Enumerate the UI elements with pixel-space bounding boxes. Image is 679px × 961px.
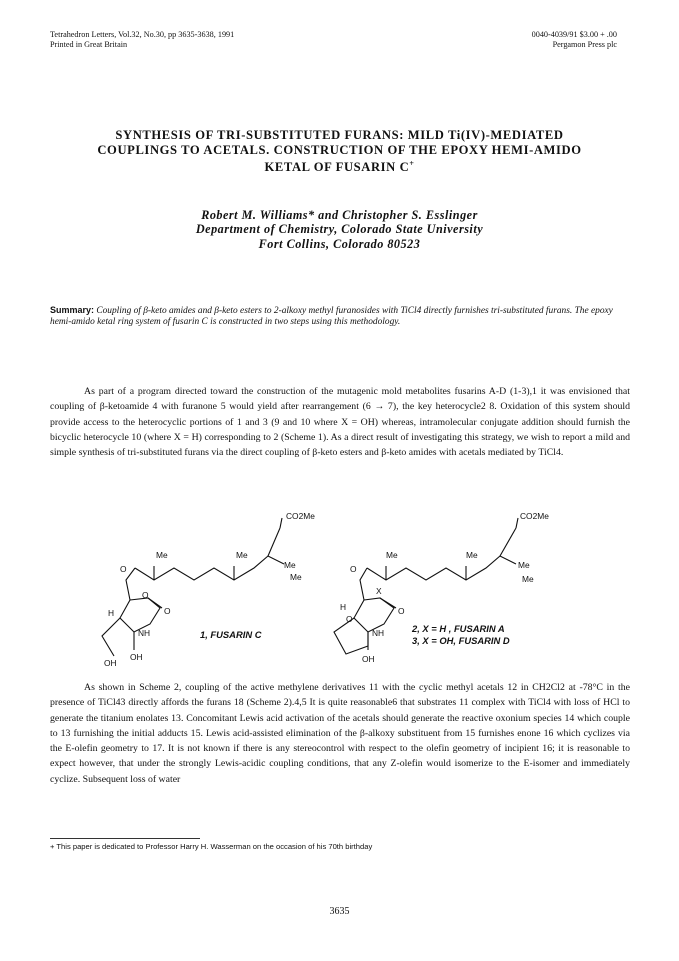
author-block	[60, 208, 619, 251]
epoxide-o-2: O	[346, 614, 353, 624]
lactam-o-1: O	[164, 606, 171, 616]
oh-label-1b: OH	[104, 658, 117, 668]
paragraph-text: As shown in Scheme 2, coupling of the active methylene derivatives 11 with the cyclic methyl acetals 12 in CH2Cl2 at -78°C in the presence of TiCl43 directly affords the furans 18 (Scheme 2).4,5 It is quite reasonable6 that substrates 11 complex with TiCl4 with loss of HCl to generate the titanium enolates 13. Concomitant Lewis acid activation of the acetals should generate the reactive oxonium species 14 which couple to 13 furnishing the initial adducts 15. Lewis acid-assisted elimination of the β-alkoxy substituent from 15 furnishes enone 16 which cyclizes via the E-olefin geometry to 17. It is not known if there is any stereocontrol with respect to the olefin geometry of incipient 16; it is reasonable to expect however, that under the strongly Lewis-acidic coupling conditions, that any Z-olefin would isomerize to the E-isomer and immediately cyclize. Subsequent loss of water	[50, 682, 630, 785]
h-label-2: H	[340, 602, 347, 612]
oh-label-2: OH	[362, 654, 375, 664]
title-line-2: COUPLINGS TO ACETALS. CONSTRUCTION OF THE EPOXY HEMI-AMIDO	[97, 142, 582, 157]
title-line-1: SYNTHESIS OF TRI-SUBSTITUTED FURANS: MILD Ti(IV)-MEDIATED	[115, 128, 564, 142]
author-location: Fort Collins, Colorado 80523	[258, 236, 421, 251]
carbonyl-o-2: O	[350, 564, 357, 574]
fusarin-c-label: 1, FUSARIN C	[200, 629, 262, 640]
journal-header	[50, 30, 350, 50]
publisher-header	[417, 30, 617, 50]
co2me-label-2: CO2Me	[520, 511, 549, 521]
oh-label-1a: OH	[130, 652, 143, 662]
fusarin-d-label: 3, X = OH, FUSARIN D	[412, 635, 510, 646]
me-label-2b: Me	[466, 550, 478, 560]
footnote: + This paper is dedicated to Professor Harry H. Wasserman on the occasion of his 70th birthday	[50, 842, 373, 851]
epoxide-o-1: O	[142, 590, 149, 600]
footnote-rule	[50, 838, 200, 839]
lactam-o-2: O	[398, 606, 405, 616]
title-dagger: +	[409, 159, 415, 168]
body-paragraph-2	[50, 680, 630, 787]
nh-label-1: NH	[138, 628, 151, 638]
me-label-1c: Me	[284, 560, 296, 570]
x-label-2: X	[376, 586, 382, 596]
summary-text: Coupling of β-keto amides and β-keto esters to 2-alkoxy methyl furanosides with TiCl4 directly furnishes tri-substituted furans. The epoxy hemi-amido ketal ring system of fusarin C is constructed in two steps using this methodology.	[50, 306, 613, 328]
paper-title	[40, 128, 639, 175]
h-label-1: H	[108, 608, 115, 618]
nh-label-2: NH	[372, 628, 385, 638]
summary-label: Summary:	[50, 305, 95, 315]
me-label-1a: Me	[156, 550, 168, 560]
me-label-1b: Me	[236, 550, 248, 560]
me-label-2d: Me	[522, 574, 534, 584]
carbonyl-o-1: O	[120, 564, 127, 574]
paragraph-text: As part of a program directed toward the construction of the mutagenic mold metabolites fusarins A-D (1-3),1 it was envisioned that coupling of β-ketoamide 4 with furanone 5 would yield after rearrangement (6 → 7), the key heterocycle2 8. Oxidation of this system should provide access to the heterocyclic portions of 1 and 3 (9 and 10 where X = OH) whereas, intramolecular conjugate addition should furnish the bicyclic heterocycle 10 (where X = H) corresponding to 2 (Scheme 1). As a direct result of investigating this strategy, we wish to report a mild and simple synthesis of tri-substituted furans via the direct coupling of β-keto esters and β-keto amides with acetals mediated by TiCl4.	[50, 386, 630, 459]
body-paragraph-1	[50, 384, 630, 460]
summary	[50, 305, 630, 328]
fusarin-a-label: 2, X = H , FUSARIN A	[412, 623, 505, 634]
printed-in: Printed in Great Britain	[50, 40, 128, 49]
title-line-3: KETAL OF FUSARIN C	[264, 160, 410, 175]
article-code: 0040-4039/91 $3.00 + .00	[531, 30, 617, 39]
publisher-name: Pergamon Press plc	[552, 40, 617, 49]
co2me-label-1: CO2Me	[286, 511, 315, 521]
page-number: 3635	[329, 906, 350, 917]
fusarin-structures	[50, 508, 630, 673]
author-department: Department of Chemistry, Colorado State University	[195, 222, 484, 237]
author-names: Robert M. Williams* and Christopher S. Esslinger	[201, 208, 478, 222]
me-label-2c: Me	[518, 560, 530, 570]
me-label-2a: Me	[386, 550, 398, 560]
me-label-1d: Me	[290, 572, 302, 582]
journal-citation: Tetrahedron Letters, Vol.32, No.30, pp 3635-3638, 1991	[50, 30, 235, 39]
